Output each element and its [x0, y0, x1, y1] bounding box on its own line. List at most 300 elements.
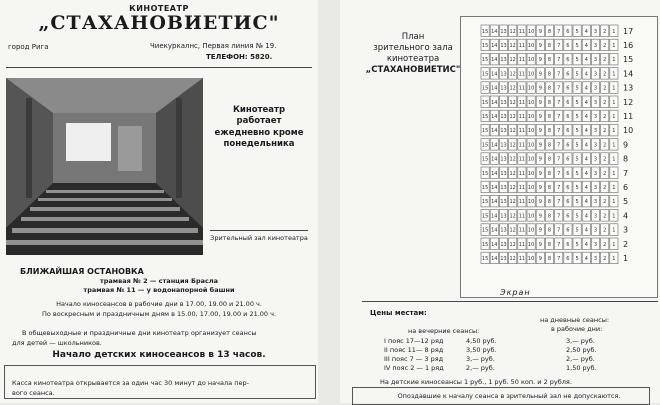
seat-number: 13	[500, 156, 507, 163]
row-number: 14	[623, 69, 634, 79]
seat-number: 3	[593, 71, 598, 78]
seat-number: 9	[538, 213, 542, 220]
seat-number: 9	[538, 142, 542, 149]
seat-number: 8	[547, 42, 552, 49]
seat-number: 6	[566, 113, 570, 120]
seat-number: 9	[538, 227, 542, 234]
auditorium-photo	[6, 78, 203, 255]
seat-number: 2	[603, 170, 607, 177]
seat-number: 14	[491, 227, 498, 234]
seat-number: 12	[509, 99, 516, 106]
seat-number: 4	[584, 213, 588, 220]
seat-number: 10	[527, 28, 535, 35]
seat-number: 10	[527, 85, 535, 92]
seat-number: 9	[538, 199, 542, 206]
seat-number: 8	[547, 113, 552, 120]
zone-day-price: 2,50 руб.	[566, 346, 597, 354]
seat-number: 4	[584, 113, 588, 120]
seat-number: 8	[547, 199, 552, 206]
city: город Рига	[8, 43, 49, 51]
seat-number: 1	[612, 156, 616, 163]
prices-divider	[362, 301, 658, 302]
seat-number: 9	[538, 241, 542, 248]
seat-number: 11	[518, 142, 526, 149]
seat-number: 6	[566, 199, 570, 206]
seat-number: 12	[509, 227, 516, 234]
seat-number: 8	[547, 227, 552, 234]
seat-number: 14	[491, 99, 498, 106]
seat-number: 5	[575, 113, 579, 120]
seat-number: 15	[481, 241, 489, 248]
seat-number: 7	[557, 128, 561, 135]
row-number: 11	[623, 111, 634, 121]
seat-number: 12	[509, 199, 516, 206]
plan-title-line1: План	[401, 32, 425, 42]
seat-number: 1	[612, 213, 616, 220]
seat-number: 15	[481, 184, 489, 191]
seat-number: 14	[491, 170, 498, 177]
seat-number: 2	[603, 184, 607, 191]
seat-number: 3	[593, 57, 598, 64]
row-number: 1	[623, 253, 629, 263]
seat-number: 1	[612, 28, 616, 35]
row-number: 5	[623, 197, 629, 207]
stop-title: БЛИЖАЙШАЯ ОСТАНОВКА	[20, 267, 144, 276]
seat-number: 8	[547, 28, 552, 35]
seat-number: 12	[509, 184, 516, 191]
seat-number: 2	[603, 42, 607, 49]
plan-title-line2: зрительного зала	[373, 43, 453, 54]
kids-prices: На детские киносеансы 1 руб., 1 руб. 50 коп. и 2 рубля.	[380, 378, 572, 386]
seat-number: 4	[584, 241, 588, 248]
seat-number: 2	[603, 85, 607, 92]
seat-number: 1	[612, 42, 616, 49]
row-number: 13	[623, 83, 634, 93]
seat-number: 9	[538, 71, 542, 78]
seat-number: 8	[547, 71, 552, 78]
seat-number: 1	[612, 255, 616, 262]
seat-number: 11	[518, 255, 526, 262]
seat-number: 15	[481, 170, 489, 177]
seat-number: 12	[509, 255, 516, 262]
seat-number: 1	[612, 199, 616, 206]
seat-number: 5	[575, 255, 579, 262]
seat-number: 4	[584, 42, 588, 49]
seat-number: 14	[491, 156, 498, 163]
seat-number: 11	[518, 42, 526, 49]
seat-number: 3	[593, 241, 598, 248]
seat-number: 4	[584, 170, 588, 177]
seat-number: 1	[612, 71, 616, 78]
seat-number: 7	[557, 199, 561, 206]
seat-number: 1	[612, 113, 616, 120]
seat-number: 6	[566, 42, 570, 49]
seat-number: 14	[491, 113, 498, 120]
seat-number: 12	[509, 128, 516, 135]
zone-evening-price: 4,50 руб.	[466, 337, 497, 345]
seat-number: 7	[557, 170, 561, 177]
zone-evening-price: 3,— руб.	[466, 355, 495, 363]
seat-number: 2	[603, 142, 607, 149]
seat-number: 8	[547, 241, 552, 248]
seat-number: 14	[491, 128, 498, 135]
seat-number: 7	[557, 71, 561, 78]
seat-number: 4	[584, 99, 588, 106]
seat-number: 10	[527, 113, 535, 120]
row-number: 4	[623, 211, 629, 221]
seat-number: 14	[491, 28, 498, 35]
seat-number: 15	[481, 71, 489, 78]
seat-number: 2	[603, 213, 607, 220]
seat-number: 5	[575, 99, 579, 106]
seat-number: 2	[603, 128, 607, 135]
seat-number: 5	[575, 142, 579, 149]
row-number: 7	[623, 168, 629, 178]
row-number: 3	[623, 225, 629, 235]
seat-number: 10	[527, 170, 535, 177]
seat-number: 4	[584, 184, 588, 191]
seat-number: 10	[527, 142, 535, 149]
seat-number: 4	[584, 199, 588, 206]
seat-number: 13	[500, 99, 507, 106]
seat-number: 9	[538, 85, 542, 92]
seat-number: 14	[491, 71, 498, 78]
row-number: 6	[623, 182, 629, 192]
tram-line-2: трамвая № 2 — станция Брасла	[100, 277, 218, 285]
seat-number: 4	[584, 28, 588, 35]
seat-number: 14	[491, 213, 498, 220]
seat-number: 3	[593, 128, 598, 135]
seat-number: 12	[509, 28, 516, 35]
seat-number: 5	[575, 184, 579, 191]
seat-number: 11	[518, 57, 526, 64]
seat-number: 13	[500, 71, 507, 78]
seat-number: 6	[566, 184, 570, 191]
plan-title	[358, 32, 468, 76]
seat-number: 7	[557, 57, 561, 64]
caption-divider	[210, 230, 308, 231]
right-page	[340, 0, 660, 403]
seat-number: 2	[603, 241, 607, 248]
seat-number: 10	[527, 128, 535, 135]
cinema-screen	[66, 123, 111, 161]
seat-number: 6	[566, 57, 570, 64]
seat-number: 10	[527, 57, 535, 64]
opening-hours-note: Кинотеатр работает ежедневно кроме понедельника	[214, 105, 304, 150]
kids-sessions-start: Начало детских киносеансов в 13 часов.	[52, 350, 266, 360]
day-header-line1: на дневные сеансы:	[540, 316, 610, 324]
seat-number: 4	[584, 71, 588, 78]
seat-number: 11	[518, 113, 526, 120]
seat-number: 6	[566, 99, 570, 106]
seat-number: 11	[518, 184, 526, 191]
seat-number: 7	[557, 213, 561, 220]
seat-number: 14	[491, 184, 498, 191]
seat-number: 10	[527, 213, 535, 220]
holiday-info-line1: В общевыходные и праздничные дни кинотеатр организует сеансы	[22, 329, 257, 337]
tram-line-11: трамвая № 11 — у водонапорной башни	[83, 286, 235, 294]
cashier-line2: вого сеанса.	[12, 389, 55, 397]
seat-number: 10	[527, 42, 535, 49]
seat-number: 4	[584, 142, 588, 149]
seat-number: 5	[575, 227, 579, 234]
seat-number: 1	[612, 241, 616, 248]
seat-number: 2	[603, 199, 607, 206]
row-number: 8	[623, 154, 629, 164]
schedule-weekends: По воскресным и праздничным дням в 15.00, 17.00, 19.00 и 21.00 ч.	[41, 310, 277, 318]
address: Чиекуркалнс, Первая линия № 19.	[150, 42, 277, 50]
seat-number: 7	[557, 142, 561, 149]
seat-number: 13	[500, 227, 507, 234]
seat-number: 3	[593, 170, 598, 177]
seat-number: 3	[593, 42, 598, 49]
seat-number: 13	[500, 28, 507, 35]
seat-number: 14	[491, 199, 498, 206]
seat-number: 1	[612, 142, 616, 149]
plan-title-line3: кинотеатра	[386, 54, 440, 65]
seat-number: 15	[481, 113, 489, 120]
seat-number: 3	[593, 199, 598, 206]
seat-number: 9	[538, 184, 542, 191]
seat-number: 6	[566, 142, 570, 149]
seat-number: 2	[603, 227, 607, 234]
seat-number: 3	[593, 85, 598, 92]
seat-number: 12	[509, 241, 516, 248]
seat-number: 5	[575, 85, 579, 92]
seat-number: 8	[547, 255, 552, 262]
seat-number: 11	[518, 227, 526, 234]
seat-number: 4	[584, 227, 588, 234]
seat-number: 14	[491, 57, 498, 64]
seat-number: 15	[481, 227, 489, 234]
seat-number: 9	[538, 99, 542, 106]
seat-number: 9	[538, 255, 542, 262]
seat-number: 9	[538, 28, 542, 35]
seat-number: 9	[538, 57, 542, 64]
seat-number: 1	[612, 227, 616, 234]
seat-number: 8	[547, 85, 552, 92]
row-number: 16	[623, 40, 634, 50]
zone-name: I пояс 17—12 ряд	[384, 337, 444, 345]
zone-day-price: 2,— руб.	[566, 355, 595, 363]
seat-number: 6	[566, 85, 570, 92]
seat-number: 7	[557, 156, 561, 163]
seat-number: 10	[527, 99, 535, 106]
seat-number: 2	[603, 255, 607, 262]
seat-number: 6	[566, 28, 570, 35]
seat-number: 12	[509, 156, 516, 163]
seat-number: 12	[509, 113, 516, 120]
seat-number: 5	[575, 28, 579, 35]
seat-number: 6	[566, 213, 570, 220]
seat-number: 11	[518, 199, 526, 206]
seat-number: 15	[481, 255, 489, 262]
cashier-line1: Касса кинотеатра открывается за один час 30 минут до начала пер-	[12, 379, 249, 387]
seat-number: 15	[481, 142, 489, 149]
seat-number: 2	[603, 156, 607, 163]
seat-number: 13	[500, 241, 507, 248]
seat-number: 7	[557, 184, 561, 191]
seat-number: 8	[547, 156, 552, 163]
seat-number: 5	[575, 57, 579, 64]
seat-number: 13	[500, 85, 507, 92]
evening-header: на вечерние сеансы:	[408, 327, 480, 335]
seat-number: 12	[509, 142, 516, 149]
seating-plan	[460, 16, 658, 298]
seat-number: 14	[491, 241, 498, 248]
seat-number: 9	[538, 42, 542, 49]
seat-number: 13	[500, 199, 507, 206]
row-number: 2	[623, 239, 629, 249]
seat-number: 7	[557, 241, 561, 248]
seat-number: 1	[612, 99, 616, 106]
seat-number: 2	[603, 99, 607, 106]
seat-number: 15	[481, 99, 489, 106]
seat-number: 3	[593, 142, 598, 149]
seat-number: 11	[518, 71, 526, 78]
seat-number: 8	[547, 184, 552, 191]
seat-number: 15	[481, 213, 489, 220]
seat-number: 11	[518, 28, 526, 35]
price-list	[370, 305, 660, 405]
photo-caption: Зрительный зал кинотеатра	[210, 234, 308, 242]
seat-number: 15	[481, 28, 489, 35]
seat-number: 13	[500, 170, 507, 177]
seat-number: 2	[603, 71, 607, 78]
cinema-kicker: КИНОТЕАТР	[129, 4, 189, 13]
seat-number: 4	[584, 255, 588, 262]
seat-number: 1	[612, 184, 616, 191]
seat-number: 7	[557, 28, 561, 35]
seat-number: 8	[547, 128, 552, 135]
seat-number: 14	[491, 142, 498, 149]
seat-number: 14	[491, 42, 498, 49]
seat-number: 2	[603, 57, 607, 64]
seat-number: 1	[612, 57, 616, 64]
seat-number: 15	[481, 85, 489, 92]
seat-number: 10	[527, 255, 535, 262]
seat-number: 7	[557, 113, 561, 120]
holiday-info-line2: для детей — школьников.	[12, 339, 102, 347]
seat-number: 13	[500, 213, 507, 220]
seat-number: 11	[518, 170, 526, 177]
seat-number: 12	[509, 213, 516, 220]
header-divider	[6, 67, 312, 68]
phone: ТЕЛЕФОН: 5820.	[206, 53, 273, 61]
seat-number: 7	[557, 227, 561, 234]
seat-number: 7	[557, 42, 561, 49]
seat-number: 15	[481, 199, 489, 206]
seat-number: 10	[527, 71, 535, 78]
zone-evening-price: 2,— руб.	[466, 364, 495, 372]
seat-number: 5	[575, 156, 579, 163]
seat-number: 5	[575, 241, 579, 248]
seat-number: 2	[603, 28, 607, 35]
left-page	[0, 0, 318, 403]
seat-number: 8	[547, 57, 552, 64]
seat-number: 2	[603, 113, 607, 120]
seat-number: 5	[575, 71, 579, 78]
seat-number: 15	[481, 156, 489, 163]
seat-number: 11	[518, 156, 526, 163]
row-number: 9	[623, 140, 629, 150]
prices-title: Цены местам:	[370, 309, 427, 317]
seat-number: 3	[593, 227, 598, 234]
seat-number: 11	[518, 241, 526, 248]
seat-number: 7	[557, 255, 561, 262]
seat-number: 8	[547, 213, 552, 220]
row-number: 10	[623, 126, 634, 136]
seat-number: 11	[518, 128, 526, 135]
seat-number: 5	[575, 42, 579, 49]
seat-number: 1	[612, 128, 616, 135]
seat-number: 9	[538, 170, 542, 177]
seat-number: 3	[593, 255, 598, 262]
row-number: 15	[623, 55, 634, 65]
seat-number: 4	[584, 156, 588, 163]
seat-number: 11	[518, 85, 526, 92]
row-number: 12	[623, 97, 634, 107]
seat-number: 12	[509, 71, 516, 78]
seat-number: 14	[491, 85, 498, 92]
zone-name: III пояс 7 — 3 ряд	[384, 355, 444, 363]
seat-number: 12	[509, 170, 516, 177]
seat-number: 10	[527, 184, 535, 191]
seat-number: 4	[584, 57, 588, 64]
seat-number: 12	[509, 42, 516, 49]
seat-number: 7	[557, 85, 561, 92]
zone-name: IV пояс 2 — 1 ряд	[384, 364, 444, 372]
seat-number: 10	[527, 156, 535, 163]
seat-number: 8	[547, 142, 552, 149]
seat-number: 6	[566, 170, 570, 177]
schedule-weekdays: Начало киносеансов в рабочие дни в 17.00, 19.00 и 21.00 ч.	[56, 300, 262, 308]
seat-number: 13	[500, 42, 507, 49]
zone-day-price: 3,— руб.	[566, 337, 595, 345]
seat-number: 10	[527, 199, 535, 206]
seat-number: 4	[584, 85, 588, 92]
seat-number: 12	[509, 57, 516, 64]
zone-evening-price: 3,50 руб.	[466, 346, 497, 354]
row-number: 17	[623, 26, 634, 36]
day-header-line2: в рабочие дни:	[551, 325, 603, 333]
seat-number: 3	[593, 99, 598, 106]
seat-number: 1	[612, 170, 616, 177]
seat-number: 8	[547, 99, 552, 106]
seat-number: 13	[500, 184, 507, 191]
seat-number: 9	[538, 128, 542, 135]
seat-number: 11	[518, 213, 526, 220]
seat-number: 6	[566, 227, 570, 234]
seat-number: 6	[566, 255, 570, 262]
seat-number: 6	[566, 241, 570, 248]
seat-number: 3	[593, 184, 598, 191]
seat-number: 13	[500, 255, 507, 262]
seat-number: 14	[491, 255, 498, 262]
seat-number: 8	[547, 170, 552, 177]
seat-number: 13	[500, 113, 507, 120]
seat-number: 5	[575, 128, 579, 135]
screen-label: Экран	[500, 288, 531, 297]
seat-number: 5	[575, 213, 579, 220]
seat-number: 13	[500, 57, 507, 64]
seat-number: 15	[481, 42, 489, 49]
late-arrival-note: Опоздавшие к началу сеанса в зрительный зал не допускаются.	[397, 392, 621, 400]
seat-number: 5	[575, 170, 579, 177]
seat-number: 9	[538, 156, 542, 163]
seat-number: 5	[575, 199, 579, 206]
cinema-name: „СТАХАНОВИЕТИС"	[38, 12, 280, 34]
